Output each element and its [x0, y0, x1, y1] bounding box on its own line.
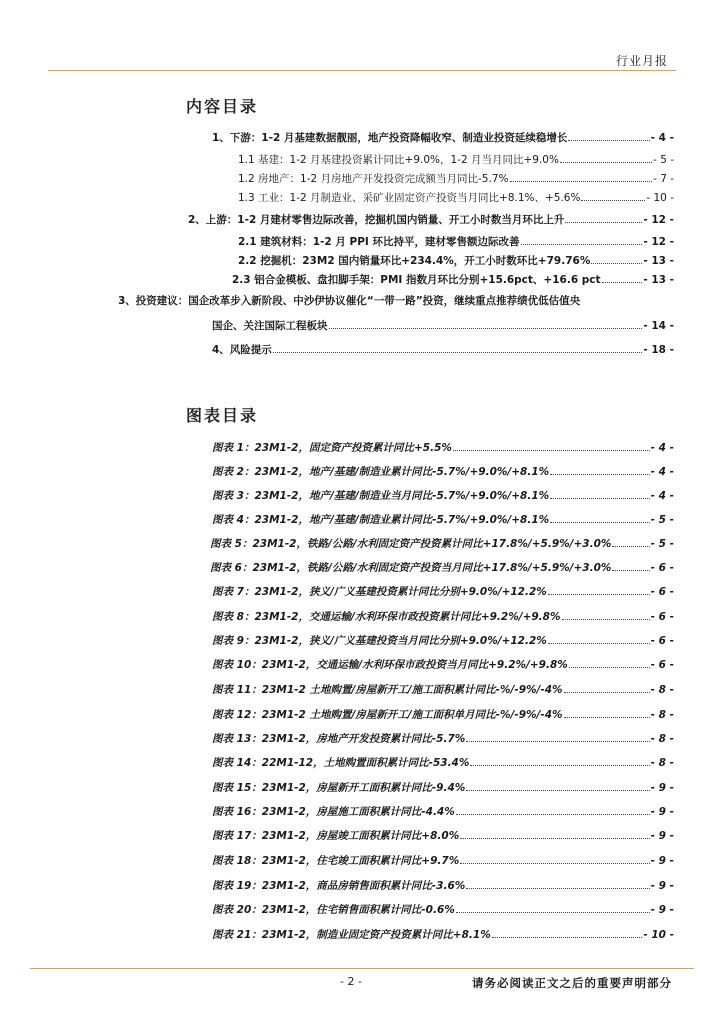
figure-entry[interactable]: [212, 878, 674, 892]
figure-entry-text: 图表 9：23M1-2，狭义/广义基建投资当月同比分别+9.0%/+12.2%: [212, 635, 547, 647]
figure-entry[interactable]: [212, 464, 674, 478]
figure-entry-text: 图表 19：23M1-2，商品房销售面积累计同比-3.6%: [212, 880, 466, 892]
figure-entry[interactable]: [212, 657, 674, 671]
toc-entry-text: 国企、关注国际工程板块: [212, 320, 328, 332]
figure-entry[interactable]: [212, 488, 674, 502]
figure-entry[interactable]: [212, 804, 674, 818]
figure-entry[interactable]: [212, 440, 674, 454]
figure-entry-page: - 5 -: [650, 538, 674, 550]
figure-entry-text: 图表 1：23M1-2，固定资产投资累计同比+5.5%: [212, 442, 452, 454]
figure-entry-text: 图表 3：23M1-2，地产/基建/制造业当月同比-5.7%/+9.0%/+8.1%: [212, 490, 550, 502]
figure-entry-text: 图表 2：23M1-2，地产/基建/制造业累计同比-5.7%/+9.0%/+8.1%: [212, 466, 550, 478]
figure-entry-text: 图表 11：23M1-2 土地购置/房屋新开工/施工面积累计同比-%/-9%/-4%: [212, 684, 563, 696]
footer-disclaimer: 请务必阅读正文之后的重要声明部分: [472, 976, 672, 990]
figure-entry[interactable]: [212, 731, 674, 745]
figure-entry-page: - 4 -: [650, 442, 674, 454]
figure-entry-text: 图表 14：22M1-12，土地购置面积累计同比-53.4%: [212, 757, 470, 769]
figure-entry[interactable]: [210, 560, 674, 574]
figure-entry-text: 图表 15：23M1-2，房屋新开工面积累计同比-9.4%: [212, 782, 466, 794]
toc-entry[interactable]: [188, 212, 674, 226]
page-number: - 2 -: [340, 975, 362, 988]
toc-entry-page: - 12 -: [643, 236, 674, 248]
figure-entry-page: - 9 -: [650, 782, 674, 794]
toc-entry-text: 4、风险提示: [212, 344, 272, 356]
toc-entry[interactable]: [212, 318, 674, 332]
figure-entry-page: - 10 -: [643, 929, 674, 941]
toc-entry-text: 3、投资建议：国企改革步入新阶段、中沙伊协议催化“一带一路”投资，继续重点推荐绩优低估值央: [118, 295, 581, 307]
figure-entry-text: 图表 10：23M1-2，交通运输/水利环保市政投资当月同比+9.2%/+9.8%: [212, 659, 568, 671]
toc-entry[interactable]: [238, 190, 674, 204]
figure-entry-text: 图表 7：23M1-2，狭义/广义基建投资累计同比分别+9.0%/+12.2%: [212, 586, 547, 598]
toc-entry-page: - 5 -: [653, 154, 674, 166]
toc-entry-text: 2.2 挖掘机：23M2 国内销量环比+234.4%，开工小时数环比+79.76%: [238, 255, 591, 267]
toc-entry-page: - 4 -: [650, 132, 674, 144]
report-type-label: 行业月报: [615, 54, 668, 68]
toc-entry-text: 2.3 铝合金模板、盘扣脚手架：PMI 指数月环比分别+15.6pct、+16.6 pct: [232, 274, 601, 286]
figure-entry[interactable]: [212, 828, 674, 842]
toc-entry-page: - 18 -: [643, 344, 674, 356]
toc-entry-text: 1.1 基建：1-2 月基建投资累计同比+9.0%，1-2 月当月同比+9.0%: [238, 154, 559, 166]
toc-entry[interactable]: [238, 152, 674, 166]
toc-entry[interactable]: [238, 171, 674, 185]
figure-entry-page: - 5 -: [650, 514, 674, 526]
contents-title: 内容目录: [186, 97, 259, 116]
figure-entry[interactable]: [212, 512, 674, 526]
figure-entry-text: 图表 6：23M1-2，铁路/公路/水利固定资产投资当月同比+17.8%/+5.9%/+3.0%: [210, 562, 612, 574]
figure-entry-page: - 9 -: [650, 806, 674, 818]
figure-entry-page: - 9 -: [650, 830, 674, 842]
figure-entry[interactable]: [210, 536, 674, 550]
toc-entry-page: - 13 -: [643, 255, 674, 267]
toc-entry-page: - 13 -: [643, 274, 674, 286]
figure-entry-text: 图表 13：23M1-2，房地产开发投资累计同比-5.7%: [212, 733, 466, 745]
toc-entry-text: 1.3 工业：1-2 月制造业、采矿业固定资产投资当月同比+8.1%、+5.6%: [238, 192, 581, 204]
figure-entry-page: - 6 -: [650, 659, 674, 671]
figure-entry-text: 图表 21：23M1-2，制造业固定资产投资累计同比+8.1%: [212, 929, 491, 941]
toc-entry[interactable]: [212, 130, 674, 144]
figure-entry-page: - 8 -: [650, 733, 674, 745]
toc-entry[interactable]: [238, 234, 674, 248]
figure-entry-page: - 6 -: [650, 611, 674, 623]
toc-entry-text: 1、下游：1-2 月基建数据靓丽，地产投资降幅收窄、制造业投资延续稳增长: [212, 132, 568, 144]
header-divider: [48, 70, 676, 71]
figure-entry[interactable]: [212, 584, 674, 598]
figure-entry[interactable]: [212, 755, 674, 769]
figure-entry[interactable]: [212, 633, 674, 647]
toc-entry-text: 2.1 建筑材料：1-2 月 PPI 环比持平，建材零售额边际改善: [238, 236, 520, 248]
figure-entry-page: - 9 -: [650, 855, 674, 867]
figure-entry-page: - 6 -: [650, 586, 674, 598]
figure-entry-text: 图表 16：23M1-2，房屋施工面积累计同比-4.4%: [212, 806, 455, 818]
figure-entry-text: 图表 17：23M1-2，房屋竣工面积累计同比+8.0%: [212, 830, 460, 842]
toc-entry[interactable]: [238, 253, 674, 267]
figures-title: 图表目录: [186, 406, 259, 425]
figure-entry-text: 图表 20：23M1-2，住宅销售面积累计同比-0.6%: [212, 904, 455, 916]
figure-entry-text: 图表 18：23M1-2，住宅竣工面积累计同比+9.7%: [212, 855, 460, 867]
toc-entry-page: - 14 -: [643, 320, 674, 332]
toc-entry-page: - 12 -: [643, 214, 674, 226]
figure-entry-page: - 9 -: [650, 904, 674, 916]
figure-entry-page: - 8 -: [650, 757, 674, 769]
toc-entry[interactable]: [118, 294, 684, 308]
figure-entry-text: 图表 5：23M1-2，铁路/公路/水利固定资产投资累计同比+17.8%/+5.9%/+3.0%: [210, 538, 612, 550]
toc-entry[interactable]: [212, 342, 674, 356]
figure-entry-text: 图表 4：23M1-2，地产/基建/制造业累计同比-5.7%/+9.0%/+8.1%: [212, 514, 550, 526]
footer-divider: [30, 968, 694, 969]
figure-entry[interactable]: [212, 682, 674, 696]
toc-entry-text: 1.2 房地产：1-2 月房地产开发投资完成额当月同比-5.7%: [238, 173, 509, 185]
figure-entry[interactable]: [212, 853, 674, 867]
figure-entry-page: - 4 -: [650, 466, 674, 478]
figure-entry[interactable]: [212, 707, 674, 721]
figure-entry[interactable]: [212, 902, 674, 916]
figure-entry[interactable]: [212, 927, 674, 941]
figure-entry-page: - 8 -: [650, 709, 674, 721]
figure-entry[interactable]: [212, 609, 674, 623]
figure-entry-page: - 4 -: [650, 490, 674, 502]
figure-entry-text: 图表 12：23M1-2 土地购置/房屋新开工/施工面积单月同比-%/-9%/-4%: [212, 709, 563, 721]
figure-entry-page: - 6 -: [650, 635, 674, 647]
toc-entry-page: - 10 -: [646, 192, 674, 204]
toc-entry-text: 2、上游：1-2 月建材零售边际改善，挖掘机国内销量、开工小时数当月环比上升: [188, 214, 565, 226]
toc-entry-page: - 7 -: [653, 173, 674, 185]
figure-entry-page: - 8 -: [650, 684, 674, 696]
figure-entry-text: 图表 8：23M1-2，交通运输/水利环保市政投资累计同比+9.2%/+9.8%: [212, 611, 561, 623]
toc-entry[interactable]: [232, 272, 674, 286]
figure-entry[interactable]: [212, 780, 674, 794]
figure-entry-page: - 6 -: [650, 562, 674, 574]
figure-entry-page: - 9 -: [650, 880, 674, 892]
